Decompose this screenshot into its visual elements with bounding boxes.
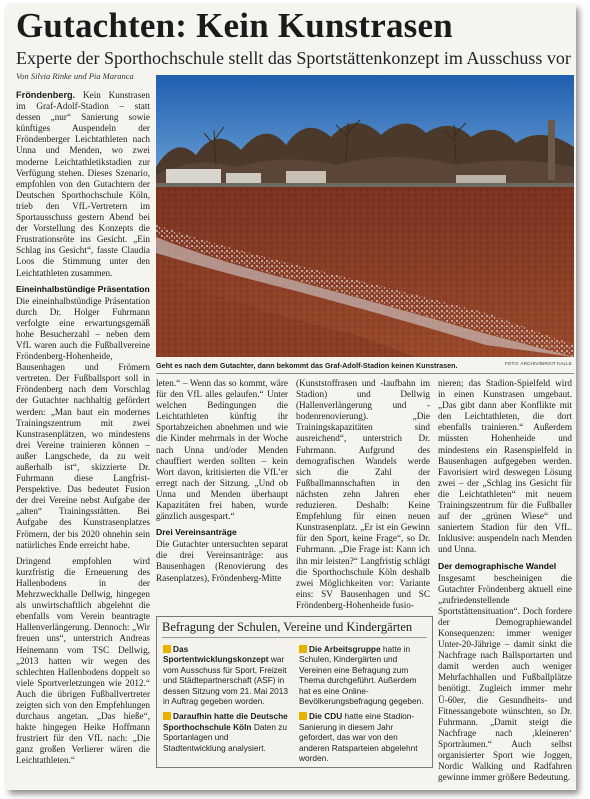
byline: Von Silvia Rinke und Pia Maranca [16,71,134,81]
photo-caption-bar [156,359,574,373]
info-item-text: hatte in Schulen, Kindergärten und Vereinen eine Befragung zum Thema durchgeführt. Außerdem hat es eine Online-Bevölkerungsbefragung gegeben. [299,644,424,707]
paragraph: leten.“ – Wenn das so kommt, wäre für den VfL alles gelaufen.“ Unter welchen Bedingungen die Leichtathleten künftig ihr Sportabzeichen abnehmen und wie die Kinder mehrmals in der Woche nach Unna und/oder Menden chauffiert werden sollten – kein Wort davon, kritisierten die VfL’er erregt nach der Sitzung. „Und ob Unna und Menden überhaupt Kapazitäten frei haben, wurde gänzlich ausgespart.“ [156,378,288,522]
paragraph: Die Gutachter untersuchten separat die drei Vereinsanträge: aus Bausenhagen (Renovierung des Rasenplatzes), Fröndenberg-Mitte [156,539,288,583]
info-box-column-left [163,644,289,758]
photo-caption: Geht es nach dem Gutachter, dann bekommt das Graf-Adolf-Stadion keinen Kunstrasen. [156,361,458,370]
bullet-square-icon [299,712,307,720]
subheading-vereinsantraege: Drei Vereinsanträge [156,527,237,538]
info-item-lead: Daraufhin hatte die Deutsche Sporthochschule Köln [163,711,288,732]
bullet-square-icon [299,645,307,653]
info-item [299,644,425,706]
info-box-column-right [299,644,425,768]
headline: Gutachten: Kein Kunstrasen [16,6,453,45]
article-column-2 [156,378,288,614]
info-item [163,644,289,706]
bullet-square-icon [163,712,171,720]
article-column-1 [16,90,150,786]
info-item-text: Daten zu Sportanlagen und Stadtentwicklung analysiert. [163,721,288,753]
article-column-3 [296,378,430,614]
info-item [299,711,425,763]
paragraph: (Kunststoffrasen und -laufbahn im Stadion) und Dellwig (Hallenverlängerung und -bodenrenovierung). „Die Trainingskapazitäten sind ausreichend“, unterstrich Dr. Fuhrmann. Aufgrund des demografischen Wandels werde sich die Zahl der Fußballmannschaften in den nächsten zehn Jahren eher reduzieren. Deshalb: Keine Empfehlung für einen neuen Kunstrasenplatz. „Er ist ein Gewinn für den Sport, keine Frage“, so Dr. Fuhrmann. „Die Frage ist: Kann ich ihn mir leisten?“ Langfristig schlägt die Sporthochschule Köln deshalb zwei Möglichkeiten vor: Variante eins: SV Bausenhagen und SC Fröndenberg-Hohenheide fusio- [296,378,430,610]
info-item-lead: Die Arbeitsgruppe [309,644,381,654]
newspaper-page [6,4,576,790]
paragraph: nieren; das Stadion-Spielfeld wird in einen Kunstrasen umgebaut. „Das gibt dann aber Konflikte mit den Leichtathleten, die dort ebenfalls trainieren.“ Außerdem müssten Hohenheide und mindestens ein Rasenspielfeld in Bausenhagen aufgegeben werden. Favorisiert wird deswegen Lösung zwei – der „Schlag ins Gesicht für die Leichtathleten“ mit neuem Trainingszentrum für die Fußballer auf der „grünen Wiese“ und saniertem Stadion für den VfL. Inklusive: auspendeln nach Menden und Unna. [438,378,572,555]
paragraph: Dringend empfohlen wird kurzfristig die Erneuerung des Hallenbodens in der Mehrzweckhalle Dellwig, hingegen als unwirtschaftlich abgelehnt die ebenfalls vom Verein beantragte Hallenverlängerung. Dennoch: „Wir freuen uns“, unterstrich Andreas Heinemann vom TSC Dellwig, „2013 hatten wir wegen des schlechten Hallenbodens doppelt so viele Sportverletzungen wie 2012.“ Auch die übrigen Fußballvertreter zeigten sich von den Empfehlungen durchaus angetan. „Das hieße“, hakte hingegen Heike Hoffmann frustriert für den VfL nach: „Die ganz großen Verlierer wären die Leichtathleten.“ [16,555,150,766]
bullet-square-icon [163,645,171,653]
stadium-photo [156,75,574,357]
stadium-photo-image [156,75,574,357]
intro-text: Kein Kunstrasen im Graf-Adolf-Stadion – statt dessen „nur“ Sanierung sowie künftiges Auspendeln der Fröndenberger Leichtathleten nach Unna und Menden, wo zwei moderne Leichtathletikstadien zur Verfügung stehen. Dieses Szenario, empfohlen von den Gutachtern der Deutschen Sporthochschule Köln, trieb den VfL-Vertretern im Sportausschuss gestern Abend bei der Vorstellung des Konzepts die Frustrationsröte ins Gesicht. „Ein Schlag ins Gesicht“, fasste Claudia Loos die Stimmung unter den Leichtathleten zusammen. [16,90,150,278]
info-item-lead: Das Sportentwicklungskonzept [163,644,269,665]
paragraph: Die eineinhalbstündige Präsentation durch Dr. Holger Fuhrmann verfolgte eine erwartungsgemäß hohe Besucherzahl – neben dem VfL waren auch die Fußballvereine Fröndenberg-Hohenheide, Bausenhagen und Frömern vertreten. Der Fußballsport soll in Fröndenberg nach dem Vorschlag der Gutachter nachhaltig gefördert werden: „Man baut ein modernes Trainingszentrum mit zwei Kunstrasenplätzen, wo mindestens drei Vereine trainieren können – außer Langschede, da zu weit außerhalb ist“, skizzierte Dr. Fuhrmann diese Langfrist-Perspektive. Das bedeutet Fusion der drei Vereine nebst Aufgabe der „alten“ Trainingsstätten. Bei Aufgabe des Kunstrasenplatzes Frömern, der bis 2020 ohnehin sein natürliches Ende erreicht habe. [16,295,150,550]
intro-paragraph [16,90,150,279]
subheadline: Experte der Sporthochschule stellt das Sportstättenkonzept im Ausschuss vor [16,48,571,68]
photo-credit: FOTO: ARCHIV/BIRGIT KALLE [504,362,572,367]
info-box-title: Befragung der Schulen, Vereine und Kindergärten [162,620,413,634]
subheading-praesentation: Eineinhalbstündige Präsentation [16,283,150,294]
info-item-lead: Die CDU [309,711,343,722]
info-item-text: hatte eine Stadion-Sanierung in diesem Jahr gefordert, das war von den anderen Ratsparteien abgelehnt worden. [299,711,418,764]
caption-divider [156,373,574,374]
article-column-4 [438,378,572,786]
info-box [156,616,433,768]
dateline: Fröndenberg. [16,90,76,100]
info-box-divider [162,637,427,638]
info-item-text: war vom Ausschuss für Sport, Freizeit und Städtepartnerschaft (ASF) in dessen Sitzung vom 21. Mai 2013 in Auftrag gegeben worden. [163,654,288,707]
info-item [163,711,289,753]
paragraph: Insgesamt bescheinigen die Gutachter Fröndenberg aktuell eine „zufriedenstellende Sportstättensituation“. Doch fordere der Demographiewandel Konsequenzen: immer weniger Unter-20-Jährige – damit sinkt die Nachfrage nach Ballsportarten und damit werden auch weniger Mehrfachhallen und Fußballplätze benötigt. Zugleich immer mehr Ü-60er, die Gesundheits- und Fitnessangebote wünschten, so Dr. Fuhrmann. „Damit steigt die Nachfrage nach ‚kleineren‘ Sporträumen.“ Auch selbst organisierter Sport wie Joggen, Nordic Walking und Radfahren gewinne immer größere Bedeutung. [438,572,572,783]
subheading-demographie: Der demographische Wandel [438,560,557,571]
